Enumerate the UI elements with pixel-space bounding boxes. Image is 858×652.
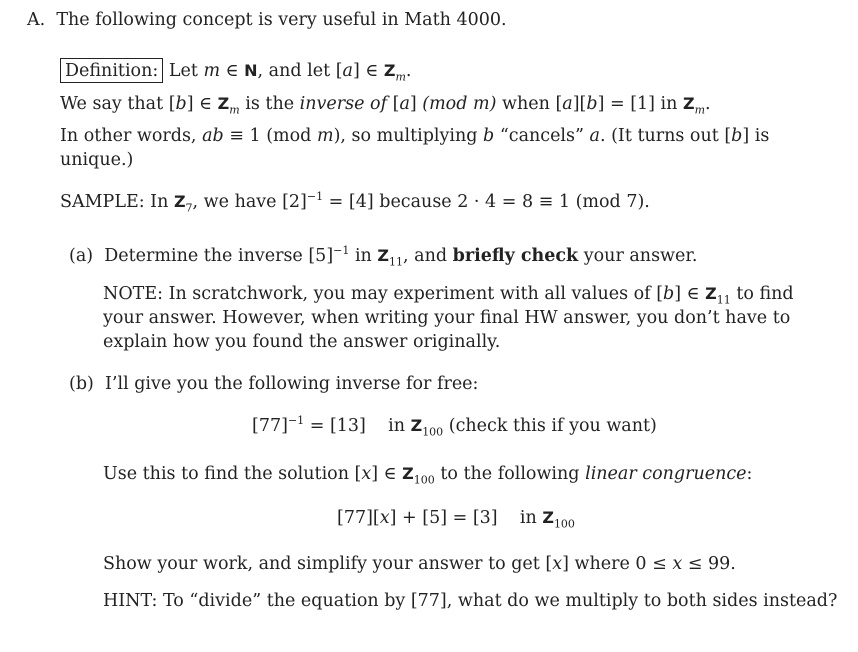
hint-line xyxy=(103,589,837,613)
definition-and-let: , and let xyxy=(257,61,331,81)
note-line-3 xyxy=(103,330,500,354)
other-words-a: In other words, xyxy=(60,126,197,146)
other-words-is: is xyxy=(754,126,770,146)
other-words-line-1: In other words, ab ≡ 1 (mod m), so multiplying b “cancels” a. (It turns out [b] is xyxy=(60,126,770,146)
header-text: The following concept is very useful in Math 4000. xyxy=(56,10,507,30)
definition-period: . xyxy=(405,61,412,81)
part-b-intro: I’ll give you the following inverse for free: xyxy=(105,374,479,394)
inverse-definition-line: We say that [b] ∈ $Z_m$ is the inverse of [a] (mod m) when [a][b] = [1] in $Z_m$. xyxy=(60,94,711,117)
use-c: : xyxy=(746,464,753,484)
naturals-symbol: N xyxy=(244,61,258,80)
inverse-def-prefix: We say that xyxy=(60,94,164,114)
note-line-1: NOTE: In scratchwork, you may experiment with all values of [b] ∈ $Z_{11}$ to find xyxy=(103,284,794,307)
sample-prefix: SAMPLE: In xyxy=(60,192,169,212)
zm-symbol: Z xyxy=(383,61,396,80)
sample-we-have: , we have xyxy=(192,192,277,212)
show-b: where xyxy=(574,554,630,574)
other-words-line-2 xyxy=(60,148,133,172)
equation-1: $[77]^{-1} = [13]$ in $Z_{100}$ (check this if you want) xyxy=(252,414,657,439)
use-b: to the following xyxy=(440,464,580,484)
use-line: Use this to find the solution [x] ∈ $Z_{100}$ to the following linear congruence: xyxy=(103,464,753,487)
other-words-mod: (mod xyxy=(266,126,312,146)
part-a-label: (a) xyxy=(69,246,94,266)
definition-lead: Let xyxy=(168,61,198,81)
note-line2-text: your answer. However, when writing your final HW answer, you don’t have to xyxy=(103,308,791,328)
definition-box: Definition: xyxy=(60,58,163,83)
inverse-def-in: in xyxy=(660,94,678,114)
sample-because: because xyxy=(379,192,452,212)
eq2-in: in xyxy=(519,508,537,528)
inverse-def-is-the: is the xyxy=(245,94,295,114)
other-words-cancels: “cancels” xyxy=(499,126,584,146)
equation-2: [77][x] + [5] = [3] in $Z_{100}$ xyxy=(337,508,575,531)
part-a-bold: briefly check xyxy=(452,246,579,266)
part-b-line xyxy=(69,372,478,396)
other-words-b: ), so multiplying xyxy=(333,126,478,146)
linear-congruence-phrase: linear congruence xyxy=(585,464,747,484)
show-a: Show your work, and simplify your answer to get xyxy=(103,554,540,574)
use-a: Use this to find the solution xyxy=(103,464,349,484)
note-line3-text: explain how you found the answer originally. xyxy=(103,332,501,352)
inverse-def-when: when xyxy=(502,94,550,114)
other-words-d: . (It turns out xyxy=(599,126,719,146)
part-b-label: (b) xyxy=(69,374,94,394)
header-line xyxy=(27,8,507,32)
mod-m-phrase: (mod m) xyxy=(422,94,497,114)
hint-text: HINT: To “divide” the equation by [77], what do we multiply to both sides instead? xyxy=(103,591,838,611)
show-line: Show your work, and simplify your answer to get [x] where 0 ≤ x ≤ 99. xyxy=(103,554,736,574)
part-a-and: , and xyxy=(403,246,448,266)
inverse-of-phrase: inverse of xyxy=(299,94,388,114)
note-line1-text: NOTE: In scratchwork, you may experiment with all values of xyxy=(103,284,651,304)
part-a-text-b: your answer. xyxy=(583,246,698,266)
part-a-line: (a) Determine the inverse $[5]^{-1}$ in $Z_{11}$, and briefly check your answer. xyxy=(69,244,698,269)
eq1-in: in xyxy=(388,416,405,436)
other-words-unique: unique.) xyxy=(60,150,134,170)
eq1-tail: (check this if you want) xyxy=(448,416,657,436)
sample-line: SAMPLE: In $Z_7$, we have $[2]^{-1} = [4]$ because 2 · 4 = 8 ≡ 1 (mod 7). xyxy=(60,190,650,215)
note-line-2 xyxy=(103,306,790,330)
sample-mod7: (mod 7). xyxy=(575,192,650,212)
note-line1-end: to find xyxy=(736,284,794,304)
part-a-in: in xyxy=(354,246,372,266)
definition-line: Definition: Let m ∈ N, and let [a] ∈ $Z_m$. xyxy=(60,58,412,83)
section-label: A. xyxy=(27,10,46,30)
part-a-text-a: Determine the inverse xyxy=(104,246,303,266)
